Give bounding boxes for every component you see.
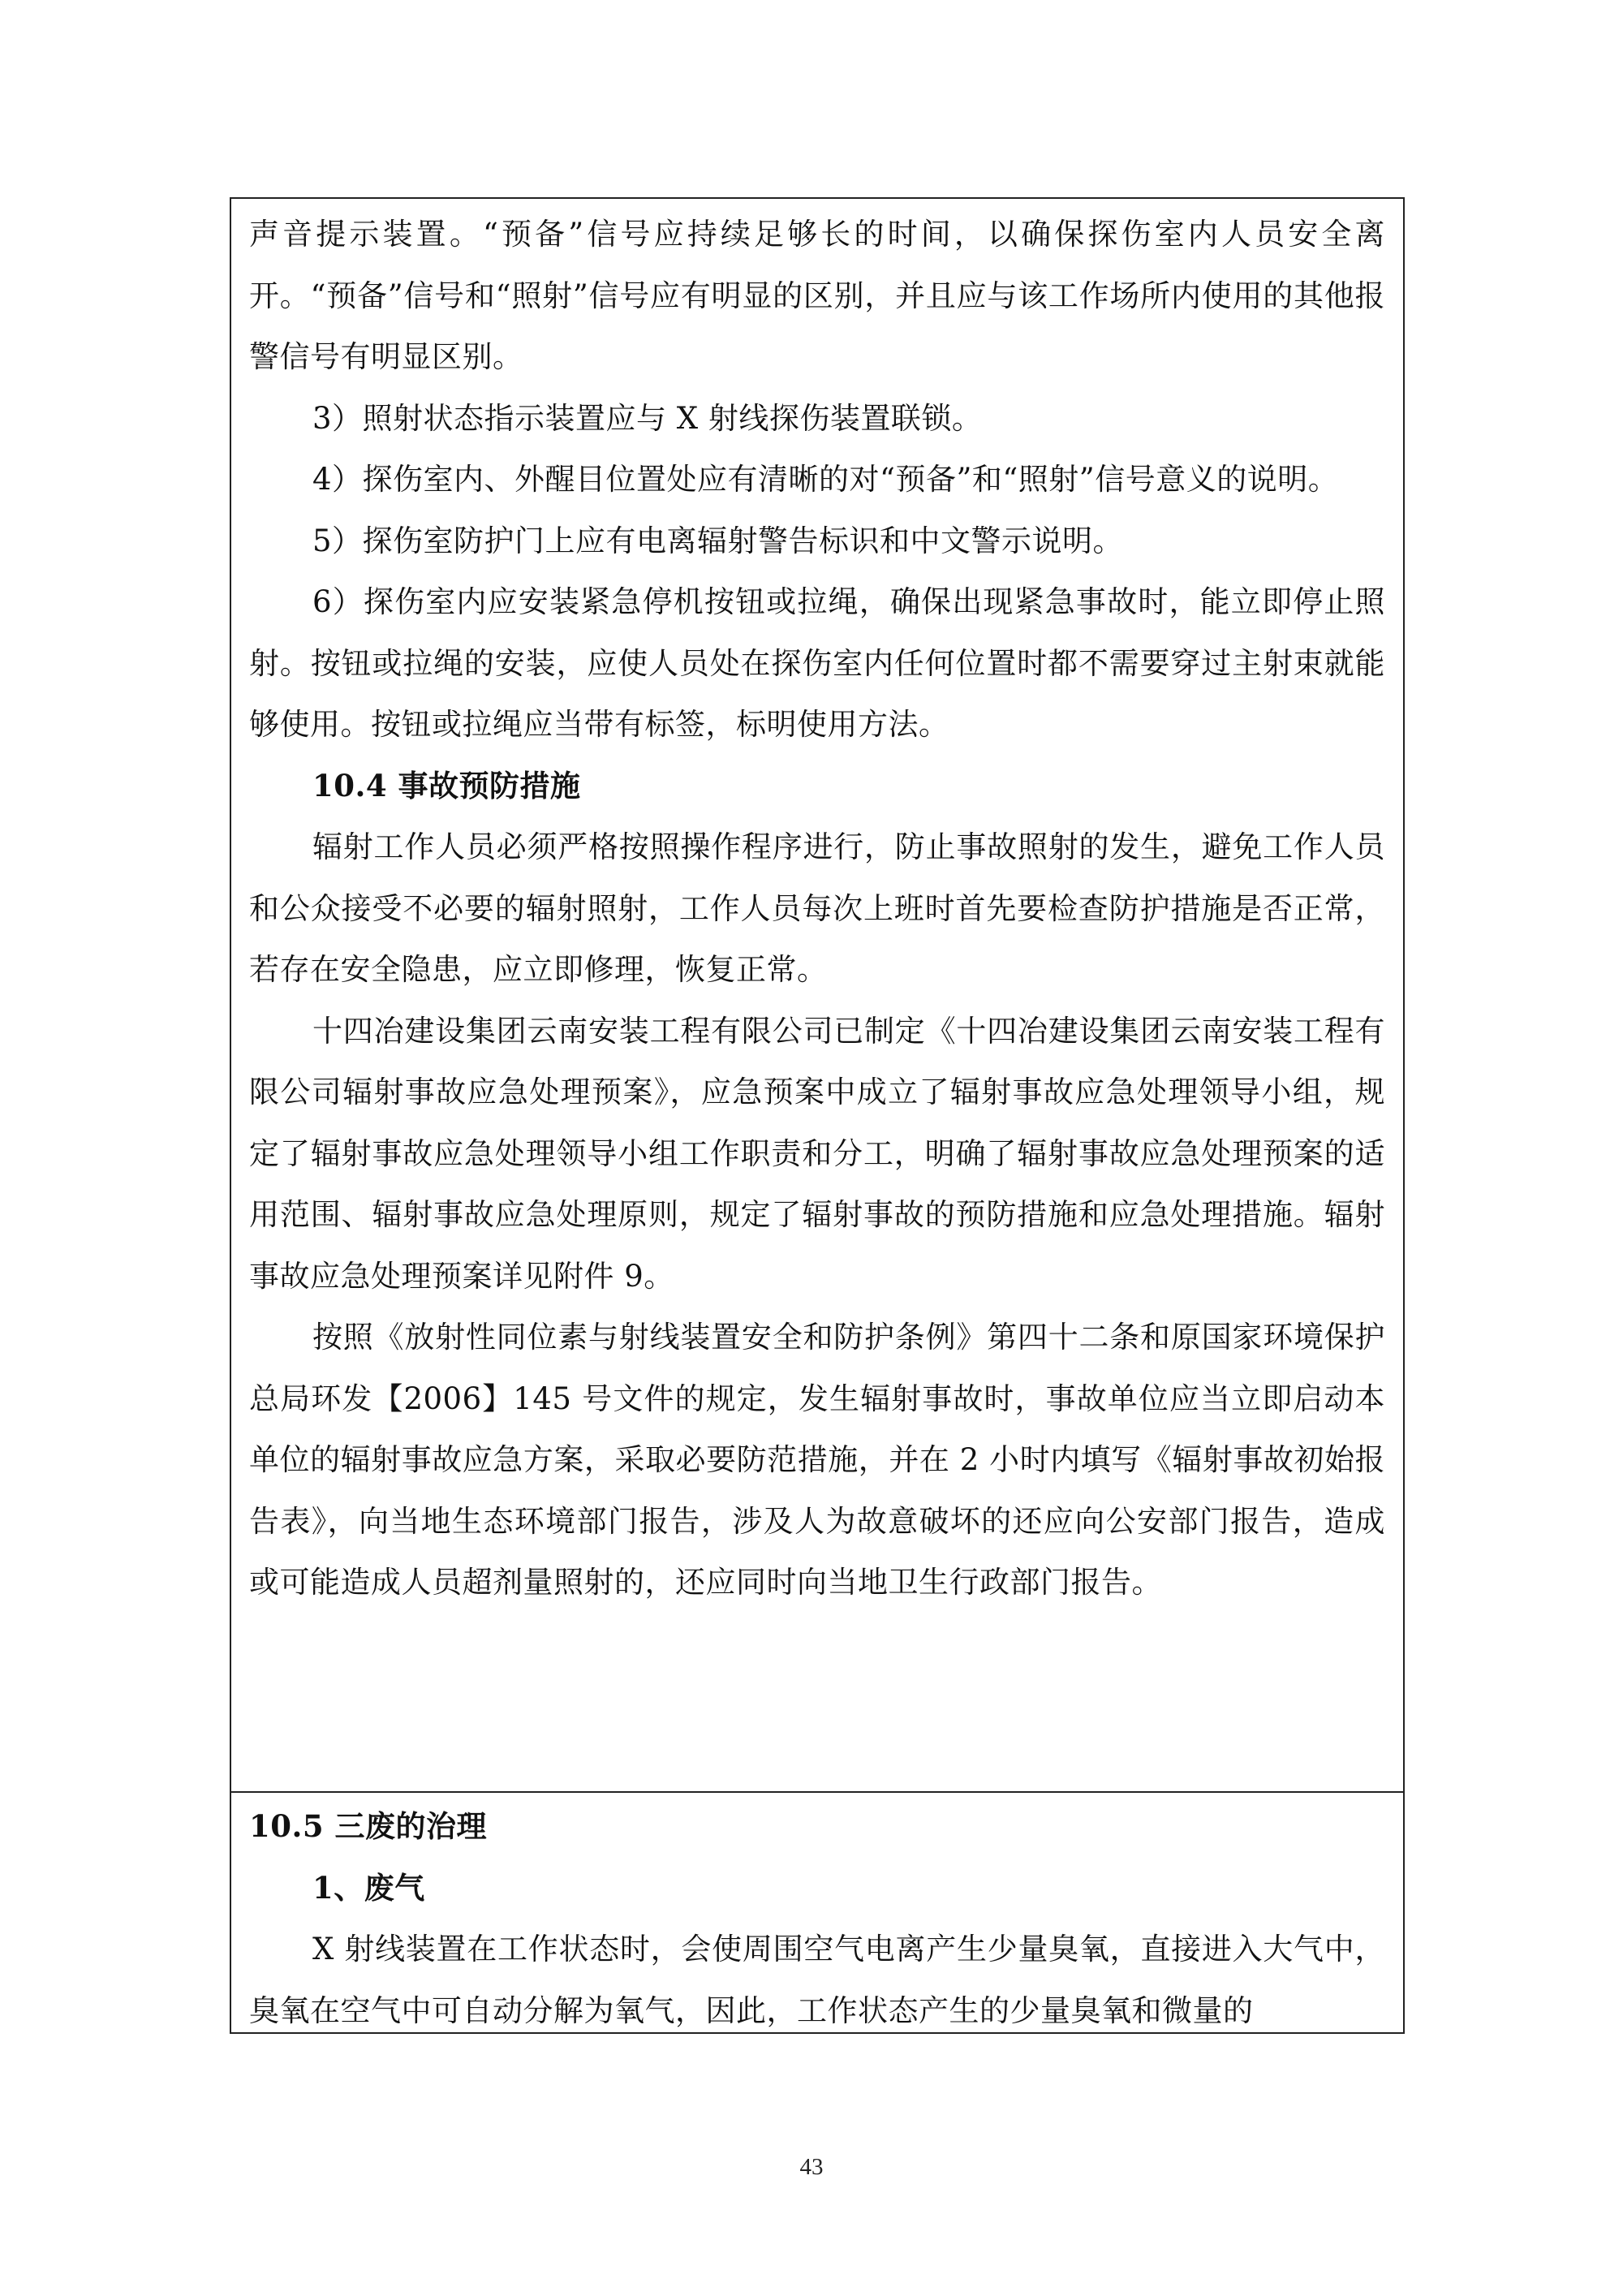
paragraph-item-4: 4）探伤室内、外醒目位置处应有清晰的对“预备”和“照射”信号意义的说明。 (312, 462, 1339, 497)
content-table (230, 197, 1405, 2034)
section-heading-10-4: 10.4 事故预防措施 (312, 767, 581, 803)
subheading-exhaust-gas: 1、废气 (312, 1869, 425, 1906)
paragraph-item-6: 6）探伤室内应安装紧急停机按钮或拉绳，确保出现紧急事故时，能立即停止照射。按钮或拉绳的安装，应使人员处在探伤室内任何位置时都不需要穿过主射束就能够使用。按钮或拉绳应当带有标签，标明使用方法。 (249, 584, 1385, 742)
paragraph-ozone: X 射线装置在工作状态时，会使周围空气电离产生少量臭氧，直接进入大气中，臭氧在空气中可自动分解为氧气，因此，工作状态产生的少量臭氧和微量的 (249, 1932, 1385, 2028)
page-number: 43 (799, 2154, 824, 2180)
paragraph-item-3: 3）照射状态指示装置应与 X 射线探伤装置联锁。 (312, 400, 983, 436)
paragraph-reporting-rules: 按照《放射性同位素与射线装置安全和防护条例》第四十二条和原国家环境保护总局环发【2006】145 号文件的规定，发生辐射事故时，事故单位应当立即启动本单位的辐射事故应急方案，采取必要防范措施，并在 2 小时内填写《辐射事故初始报告表》，向当地生态环境部门报告，涉及人为故意破坏的还应向公安部门报告，造成或可能造成人员超剂量照射的，还应同时向当地卫生行政部门报告。 (249, 1320, 1385, 1600)
paragraph-warning-signal: 声音提示装置。“预备”信号应持续足够长的时间，以确保探伤室内人员安全离开。“预备”信号和“照射”信号应有明显的区别，并且应与该工作场所内使用的其他报警信号有明显区别。 (249, 217, 1385, 374)
paragraph-item-5: 5）探伤室防护门上应有电离辐射警告标识和中文警示说明。 (312, 523, 1124, 558)
section-heading-10-5: 10.5 三废的治理 (249, 1808, 487, 1844)
table-cell-accident-prevention (231, 199, 1403, 1791)
table-cell-waste-treatment (231, 1791, 1403, 2032)
paragraph-emergency-plan: 十四冶建设集团云南安装工程有限公司已制定《十四冶建设集团云南安装工程有限公司辐射事故应急处理预案》，应急预案中成立了辐射事故应急处理领导小组，规定了辐射事故应急处理领导小组工作职责和分工，明确了辐射事故应急处理预案的适用范围、辐射事故应急处理原则，规定了辐射事故的预防措施和应急处理措施。辐射事故应急处理预案详见附件 9。 (249, 1013, 1385, 1294)
paragraph-operating-procedure: 辐射工作人员必须严格按照操作程序进行，防止事故照射的发生，避免工作人员和公众接受不必要的辐射照射，工作人员每次上班时首先要检查防护措施是否正常，若存在安全隐患，应立即修理，恢复正常。 (249, 829, 1385, 987)
